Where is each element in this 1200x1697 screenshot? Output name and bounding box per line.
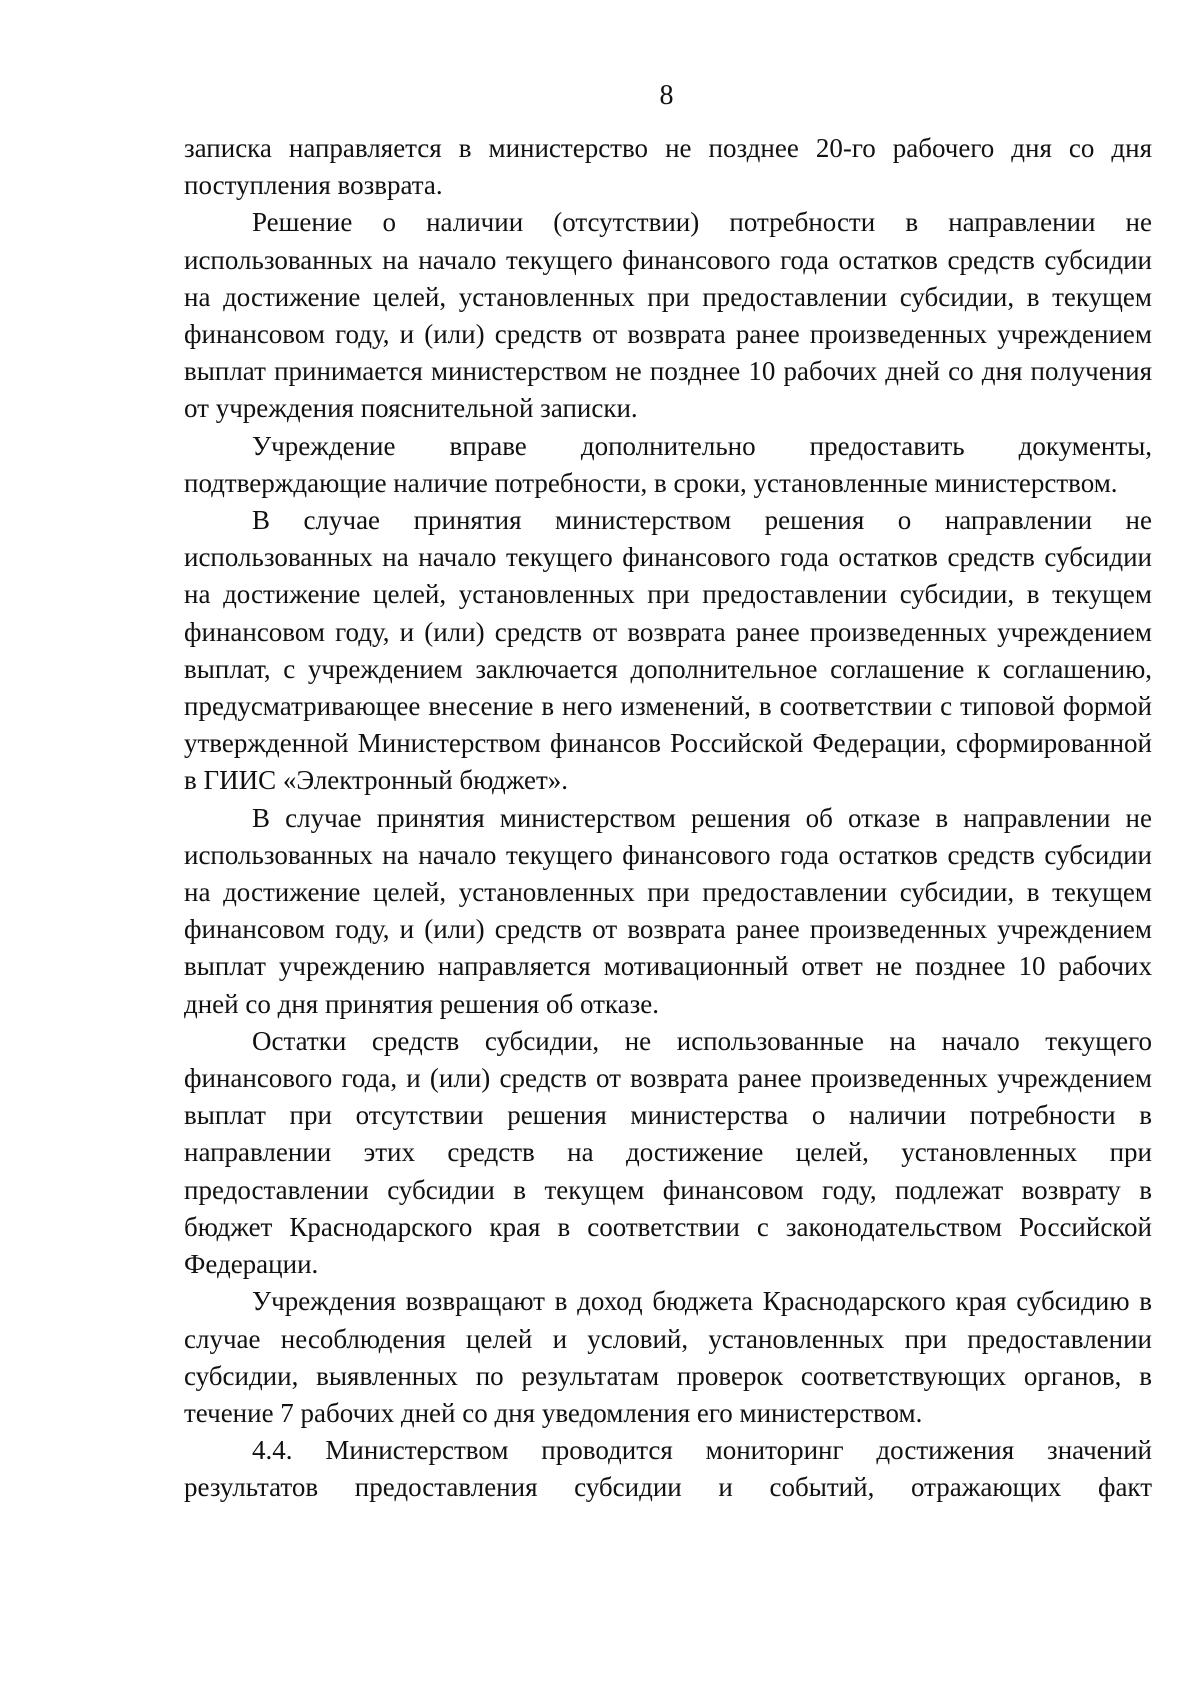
paragraph-decision: Решение о наличии (отсутствии) потребности в направлении не использованных на начало текущего финансового года остатков средств субсидии на достижение целей, установленных при предоставлении субсидии, в текущем финансовом году, и (или) средств от возврата ранее произведенных учреждением выплат принимается министерством не позднее 10 рабочих дней со дня получения от учреждения пояснительной записки. — [184, 207, 1152, 424]
paragraph-additional-documents: Учреждение вправе дополнительно предоставить документы, подтверждающие наличие потребности, в сроки, установленные министерством. — [184, 430, 1152, 498]
paragraph-section-4-4: 4.4. Министерством проводится мониторинг достижения значений результатов предоставления субсидии и событий, отражающих факт — [184, 1435, 1152, 1503]
paragraph-return-subsidy: Учреждения возвращают в доход бюджета Краснодарского края субсидию в случае несоблюдения целей и условий, установленных при предоставлении субсидии, выявленных по результатам проверок соответствующих органов, в течение 7 рабочих дней со дня уведомления его министерством. — [184, 1286, 1152, 1428]
page-number: 8 — [659, 80, 674, 111]
paragraph-approval-case: В случае принятия министерством решения о направлении не использованных на начало текущего финансового года остатков средств субсидии на достижение целей, установленных при предоставлении субсидии, в текущем финансовом году, и (или) средств от возврата ранее произведенных учреждением выплат, с учреждением заключается дополнительное соглашение к соглашению, предусматривающее внесение в него изменений, в соответствии с типовой формой утвержденной Министерством финансов Российской Федерации, сформированной в ГИИС «Электронный бюджет». — [184, 505, 1152, 796]
paragraph-refusal-case: В случае принятия министерством решения об отказе в направлении не использованных на начало текущего финансового года остатков средств субсидии на достижение целей, установленных при предоставлении субсидии, в текущем финансовом году, и (или) средств от возврата ранее произведенных учреждением выплат учреждению направляется мотивационный ответ не позднее 10 рабочих дней со дня принятия решения об отказе. — [184, 802, 1152, 1019]
paragraph-continuation: записка направляется в министерство не позднее 20-го рабочего дня со дня поступления возврата. — [184, 133, 1152, 201]
document-body — [184, 130, 1152, 1507]
paragraph-remaining-funds: Остатки средств субсидии, не использованные на начало текущего финансового года, и (или) средств от возврата ранее произведенных учреждением выплат при отсутствии решения министерства о наличии потребности в направлении этих средств на достижение целей, установленных при предоставлении субсидии в текущем финансовом году, подлежат возврату в бюджет Краснодарского края в соответствии с законодательством Российской Федерации. — [184, 1025, 1152, 1280]
